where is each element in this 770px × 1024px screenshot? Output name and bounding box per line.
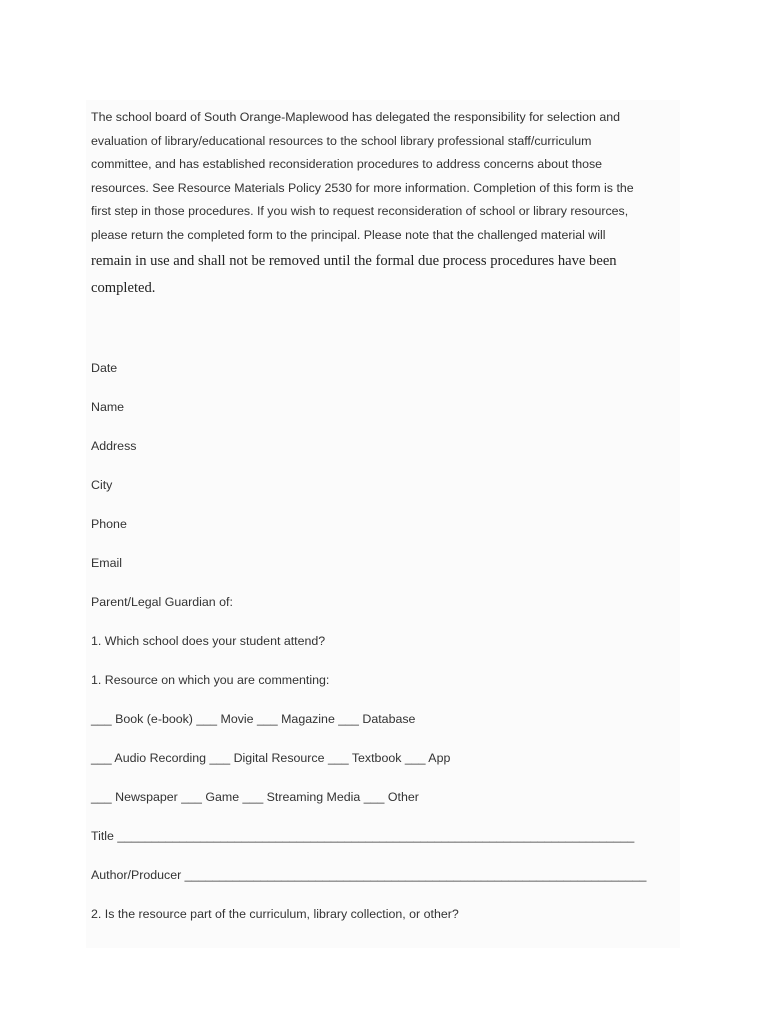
- resource-options-row: ___ Audio Recording ___ Digital Resource ___ Textbook ___ App: [91, 751, 451, 765]
- intro-line: committee, and has established reconsideration procedures to address concerns about those: [91, 157, 603, 172]
- resource-question: 1. Resource on which you are commenting:: [91, 673, 330, 687]
- resource-options-row: ___ Newspaper ___ Game ___ Streaming Media ___ Other: [91, 790, 419, 804]
- intro-line-serif: remain in use and shall not be removed until the formal due process procedures have been: [91, 252, 617, 269]
- intro-line: resources. See Resource Materials Policy 2530 for more information. Completion of this form is the: [91, 180, 634, 195]
- form-fields: [91, 358, 681, 943]
- intro-paragraph: [91, 106, 681, 302]
- intro-line: please return the completed form to the principal. Please note that the challenged material will: [91, 227, 606, 242]
- intro-line: The school board of South Orange-Maplewood has delegated the responsibility for selection and: [91, 110, 620, 124]
- name-label: Name: [91, 400, 125, 414]
- school-question: 1. Which school does your student attend?: [91, 634, 326, 648]
- city-label: City: [91, 478, 113, 492]
- curriculum-question: 2. Is the resource part of the curriculum, library collection, or other?: [91, 907, 459, 921]
- intro-line: first step in those procedures. If you wish to request reconsideration of school or library resources,: [91, 204, 629, 219]
- phone-label: Phone: [91, 517, 127, 531]
- resource-options-row: ___ Book (e-book) ___ Movie ___ Magazine ___ Database: [91, 712, 416, 726]
- intro-line: evaluation of library/educational resources to the school library professional staff/curriculum: [91, 133, 592, 148]
- author-line: Author/Producer ___________________________________________________________________: [91, 868, 647, 882]
- intro-line-serif: completed.: [91, 279, 156, 296]
- address-label: Address: [91, 439, 137, 453]
- date-label: Date: [91, 361, 118, 375]
- title-line: Title ___________________________________________________________________________: [91, 829, 635, 843]
- guardian-label: Parent/Legal Guardian of:: [91, 595, 233, 609]
- email-label: Email: [91, 556, 122, 570]
